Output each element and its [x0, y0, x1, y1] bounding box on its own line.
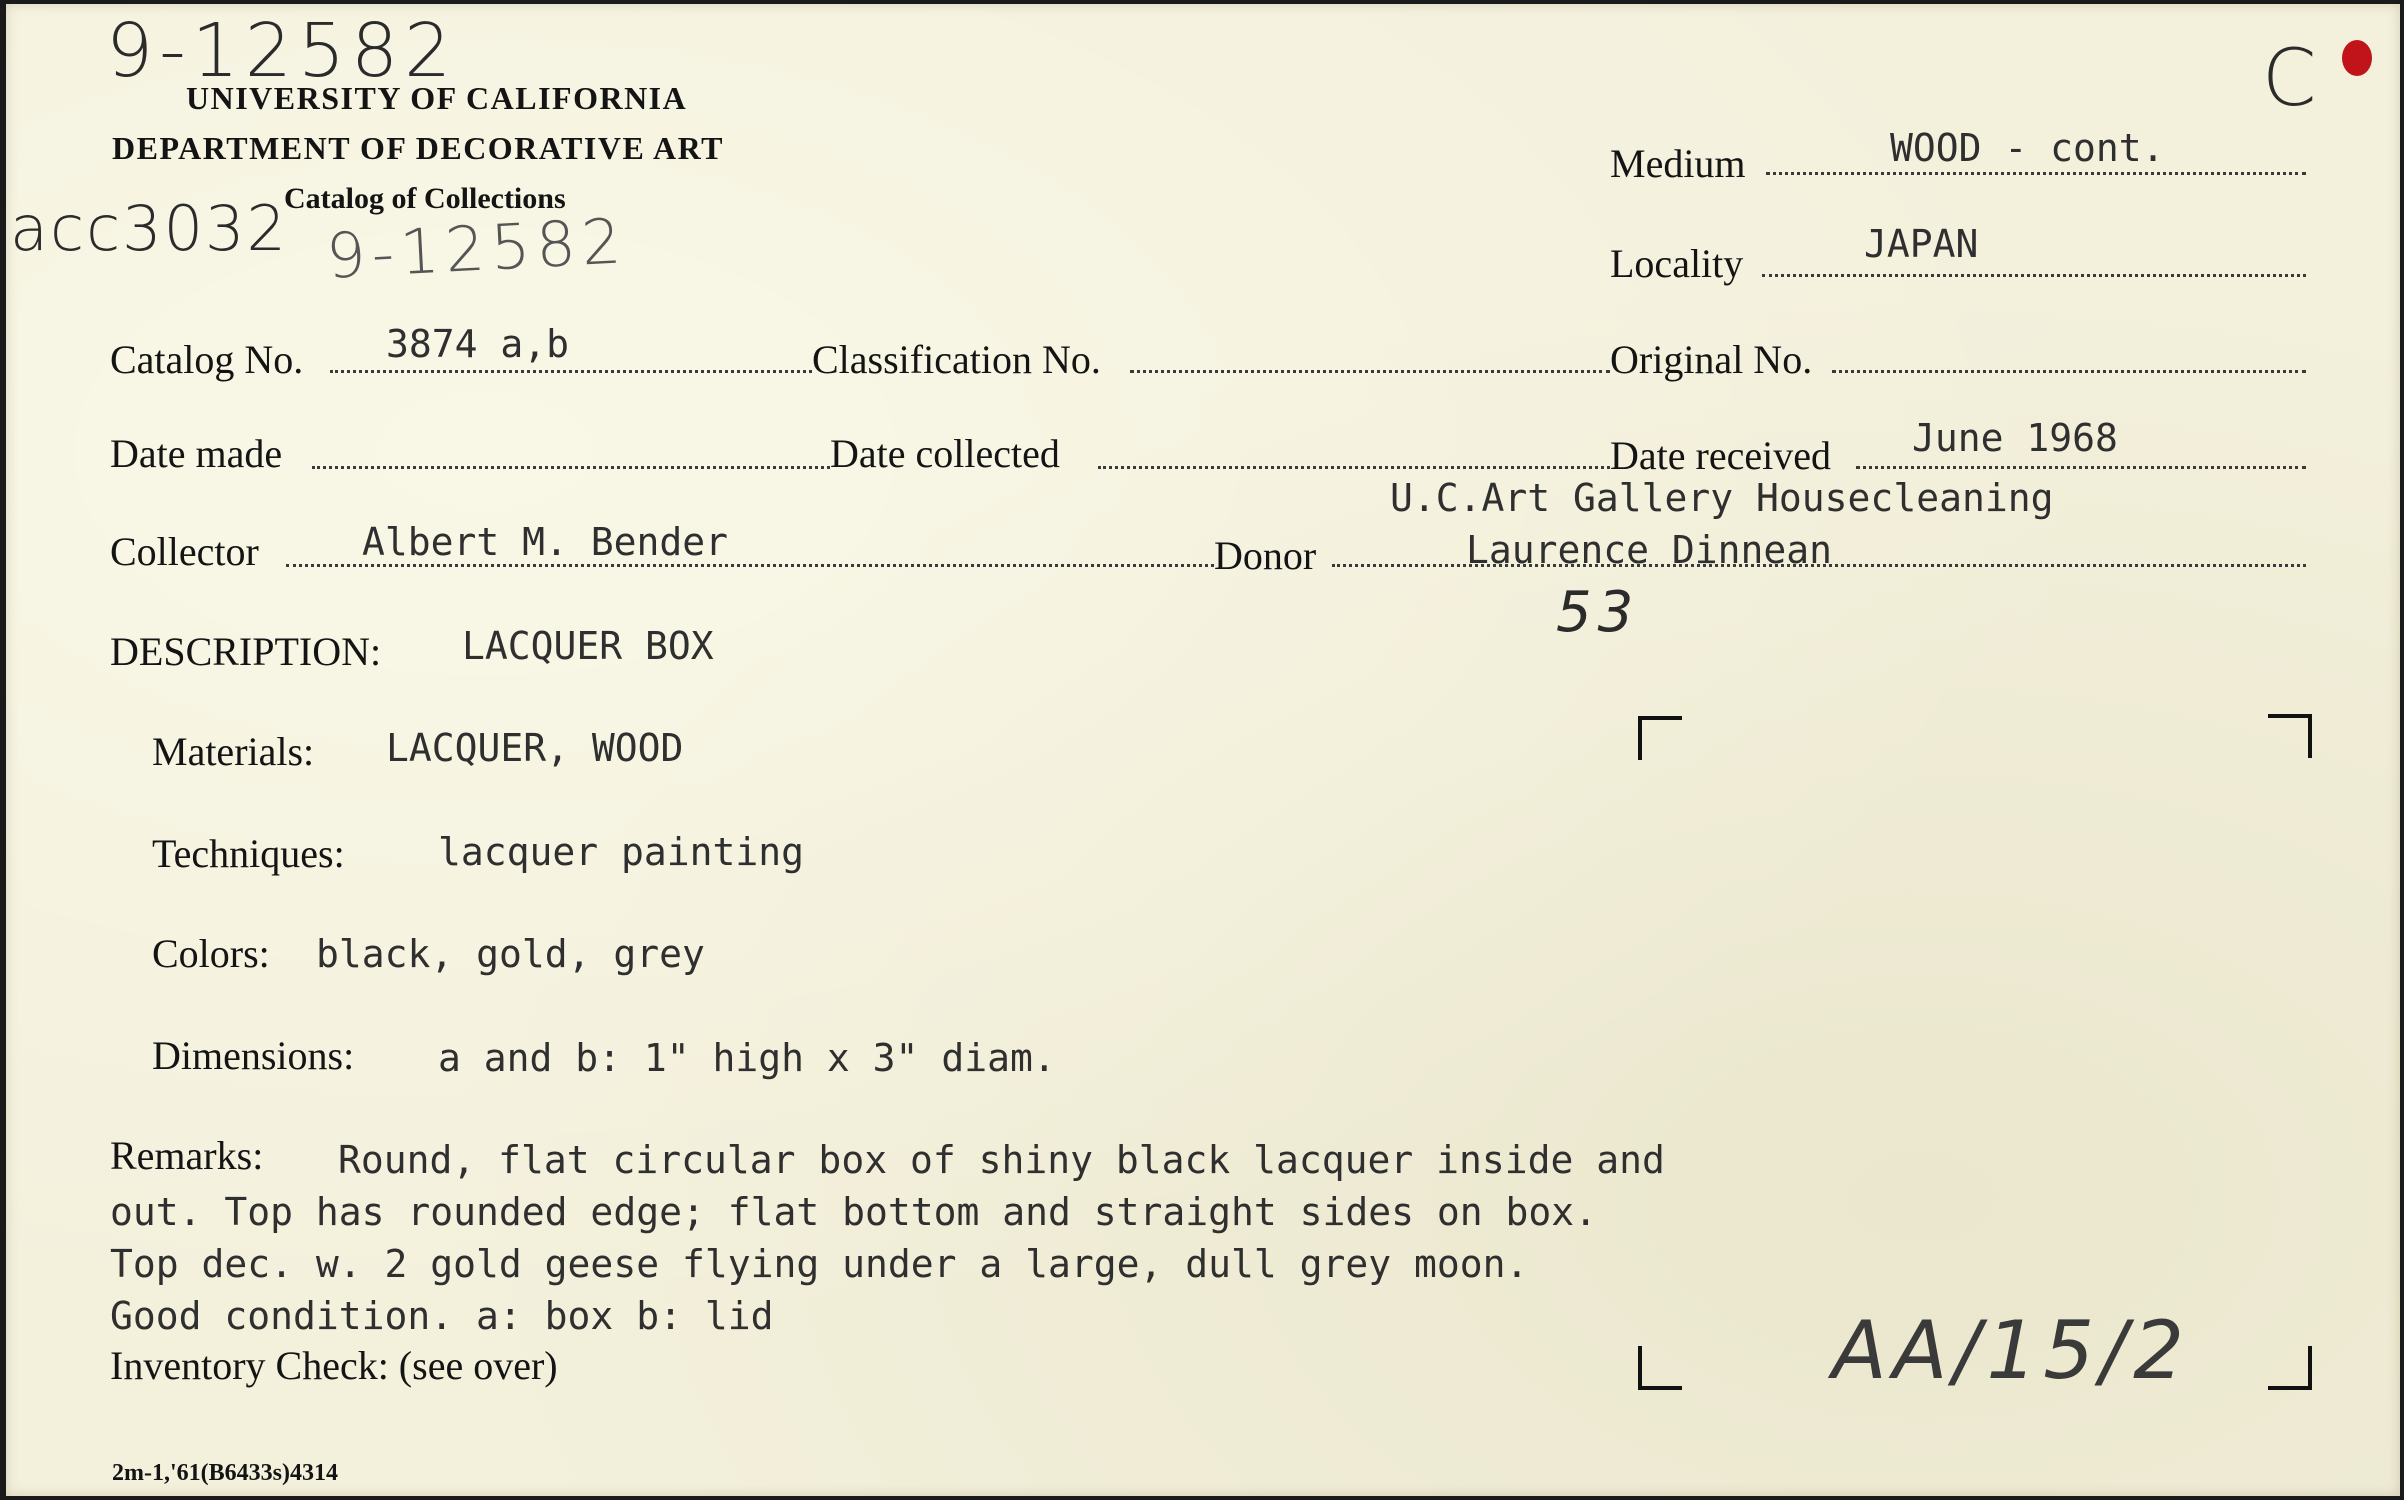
- inventory-check-label: Inventory Check: (see over): [110, 1343, 558, 1388]
- remarks-line-3: Top dec. w. 2 gold geese flying under a large, dull grey moon.: [110, 1242, 1529, 1286]
- medium-line: [1766, 172, 2306, 175]
- date-received-value: June 1968: [1912, 416, 2118, 460]
- colors-label: Colors:: [152, 931, 270, 976]
- materials-label: Materials:: [152, 729, 315, 774]
- remarks-line-2: out. Top has rounded edge; flat bottom and straight sides on box.: [110, 1190, 1598, 1234]
- techniques-label: Techniques:: [152, 831, 345, 876]
- date-received-line: [1856, 466, 2306, 469]
- donor-value-line2: Laurence Dinnean: [1466, 528, 1833, 572]
- classification-no-label: Classification No.: [812, 337, 1101, 382]
- handwritten-acc-number: acc3032: [10, 192, 288, 265]
- locality-label: Locality: [1610, 241, 1744, 286]
- date-collected-line: [1098, 466, 1610, 469]
- date-made-line: [312, 466, 830, 469]
- classification-no-line: [1130, 370, 1610, 373]
- photo-corner-top-right: [2268, 714, 2312, 758]
- catalog-card: [6, 4, 2400, 1496]
- catalog-no-value: 3874 a,b: [386, 322, 570, 366]
- medium-label: Medium: [1610, 141, 1746, 186]
- dimensions-label: Dimensions:: [152, 1033, 355, 1078]
- photo-corner-bottom-right: [2268, 1346, 2312, 1390]
- techniques-value: lacquer painting: [438, 830, 805, 874]
- date-received-label: Date received: [1610, 433, 1831, 478]
- original-no-label: Original No.: [1610, 337, 1813, 382]
- remarks-line-4: Good condition. a: box b: lid: [110, 1294, 774, 1338]
- handwritten-top-number: 9-12582: [106, 8, 458, 94]
- collector-line: [286, 564, 1214, 567]
- photo-corner-bottom-left: [1638, 1346, 1682, 1390]
- catalog-heading: Catalog of Collections: [284, 182, 566, 215]
- print-code: 2m-1,'61(B6433s)4314: [112, 1460, 338, 1486]
- donor-label: Donor: [1214, 533, 1317, 578]
- remarks-line-1: Round, flat circular box of shiny black lacquer inside and: [338, 1138, 1665, 1182]
- description-label: DESCRIPTION:: [110, 629, 382, 674]
- materials-value: LACQUER, WOOD: [386, 726, 684, 770]
- date-made-label: Date made: [110, 431, 283, 476]
- collector-value: Albert M. Bender: [362, 520, 729, 564]
- colors-value: black, gold, grey: [316, 932, 705, 976]
- catalog-no-label: Catalog No.: [110, 337, 304, 382]
- handwritten-catalog-number: 9-12582: [324, 204, 629, 293]
- handwritten-count: 53: [1556, 580, 1640, 645]
- department-heading: DEPARTMENT OF DECORATIVE ART: [112, 130, 724, 166]
- locality-line: [1762, 274, 2306, 277]
- remarks-label: Remarks:: [110, 1133, 264, 1178]
- original-no-line: [1832, 370, 2306, 373]
- handwritten-inventory-code: AA/15/2: [1832, 1304, 2191, 1397]
- locality-value: JAPAN: [1864, 222, 1979, 266]
- corner-mark: C: [2262, 34, 2317, 124]
- date-collected-label: Date collected: [830, 431, 1060, 476]
- dimensions-value: a and b: 1" high x 3" diam.: [438, 1036, 1056, 1080]
- photo-corner-top-left: [1638, 716, 1682, 760]
- catalog-no-line: [330, 370, 812, 373]
- red-dot-marker: [2342, 40, 2372, 76]
- description-value: LACQUER BOX: [462, 624, 714, 668]
- medium-value: WOOD - cont.: [1890, 126, 2165, 170]
- collector-label: Collector: [110, 529, 259, 574]
- donor-value-line1: U.C.Art Gallery Housecleaning: [1390, 476, 2054, 520]
- university-heading: UNIVERSITY OF CALIFORNIA: [186, 80, 688, 116]
